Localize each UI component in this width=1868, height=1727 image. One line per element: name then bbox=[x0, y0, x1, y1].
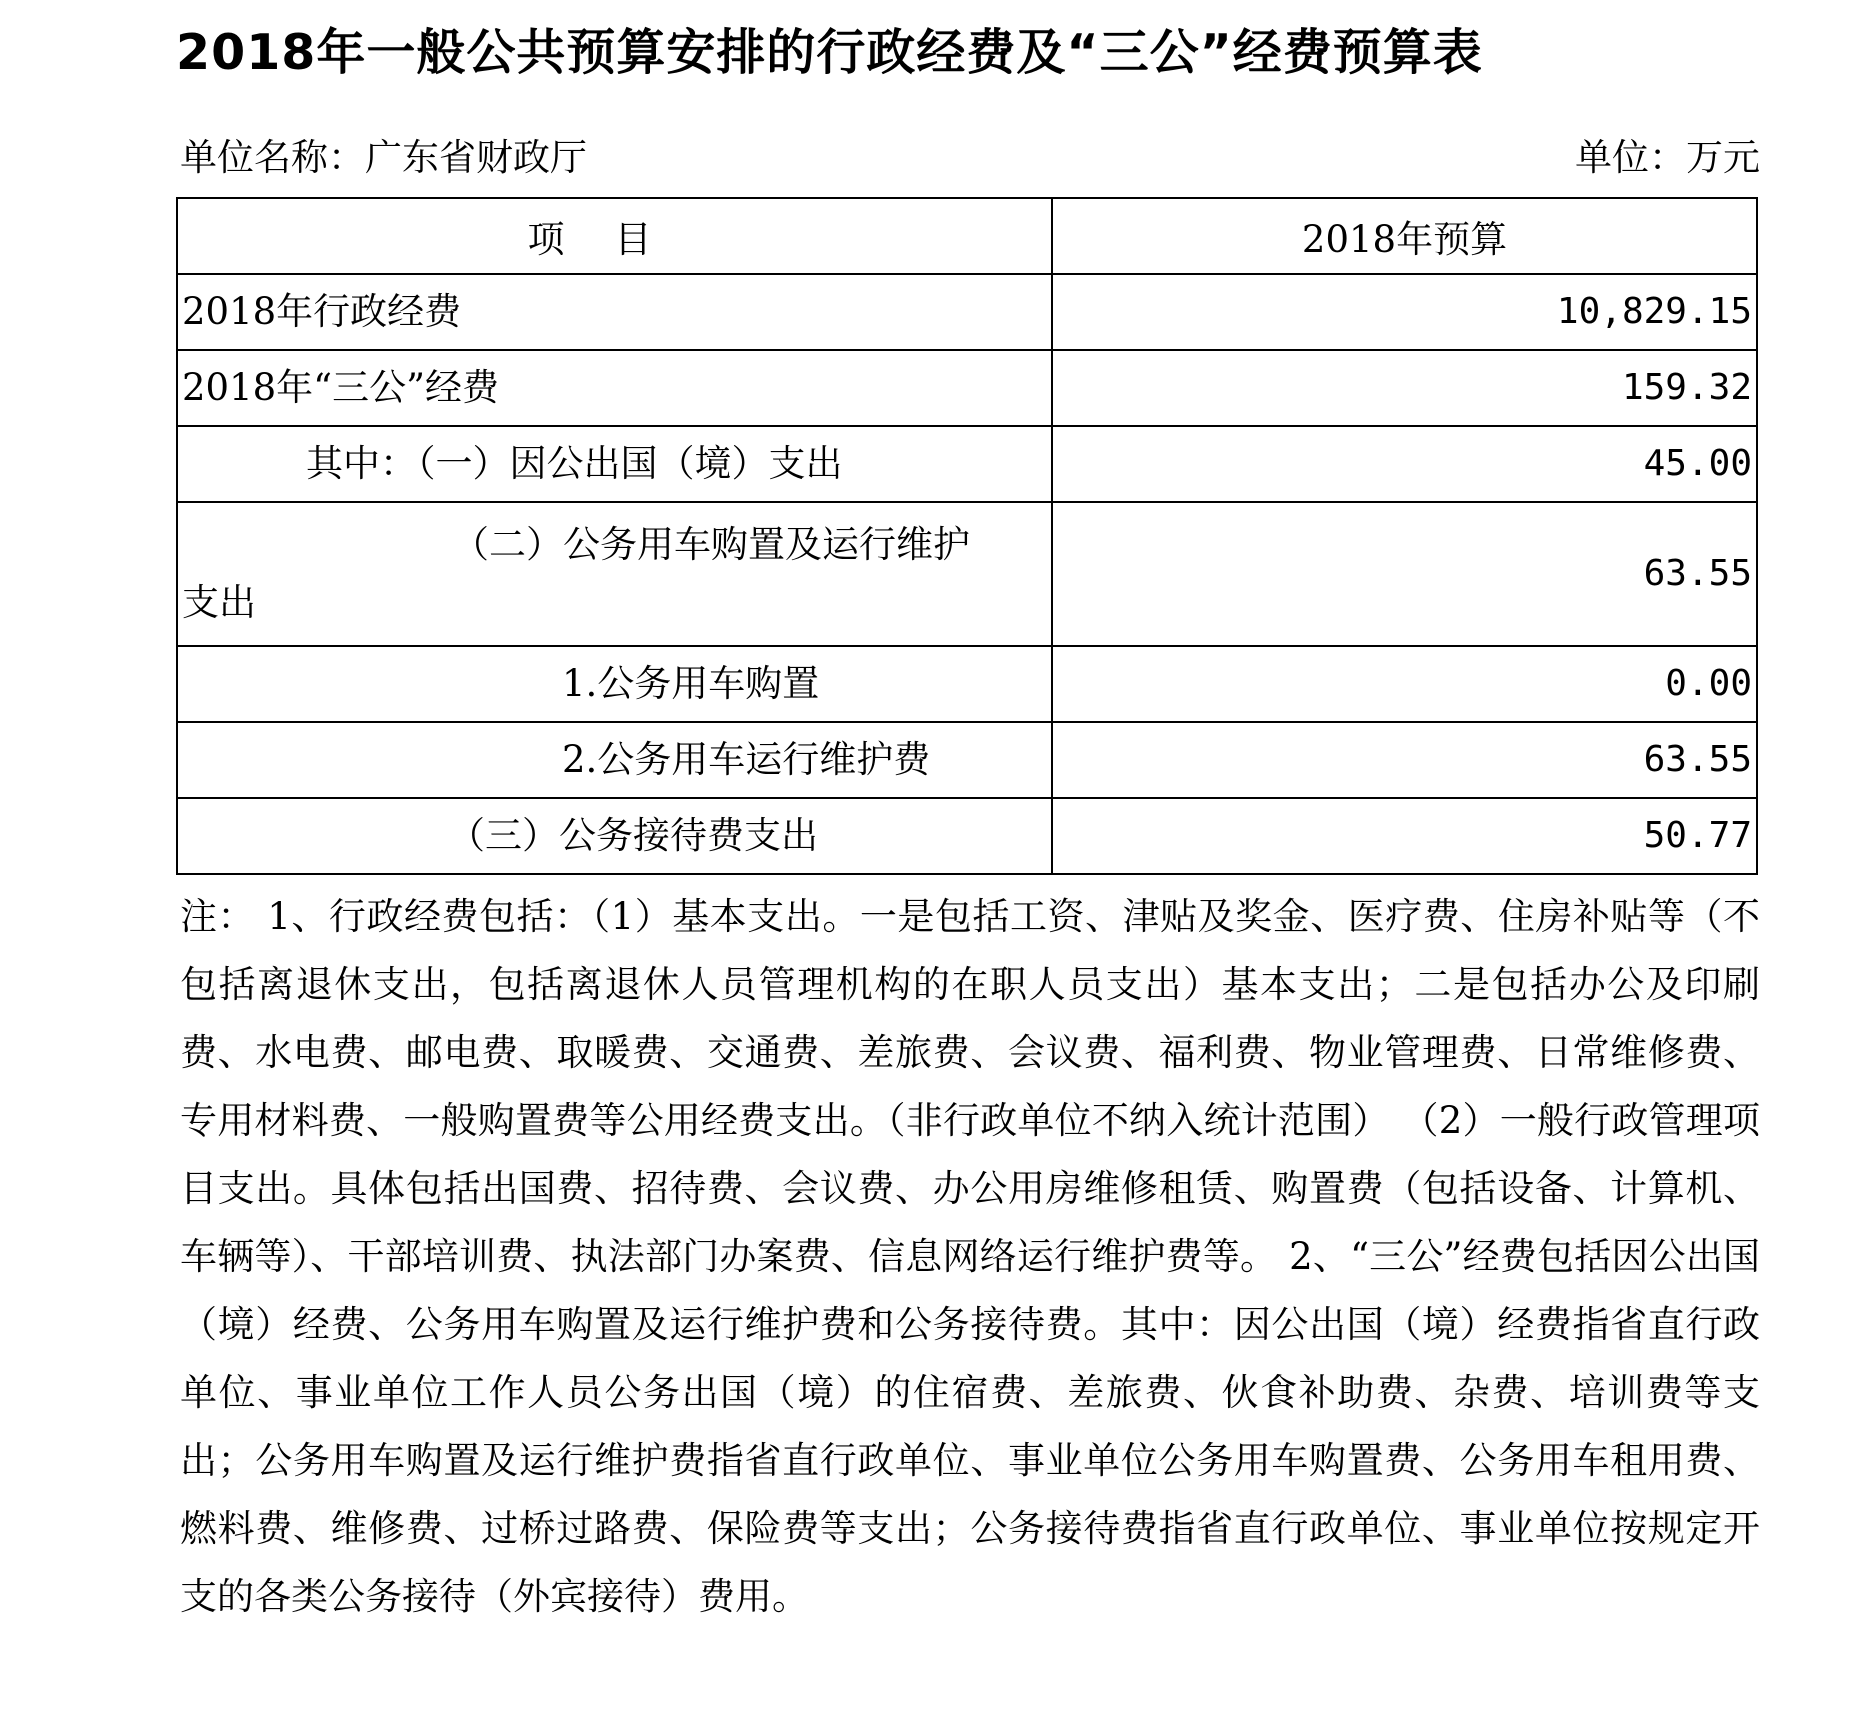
row-label-vehicles bbox=[177, 502, 1052, 646]
row-label-vehicles-line2: 支出 bbox=[182, 581, 256, 624]
row-label-vehicle-purchase: 1.公务用车购置 bbox=[177, 646, 1052, 722]
row-value-overseas: 45.00 bbox=[1052, 426, 1757, 502]
row-value-admin-funds: 10,829.15 bbox=[1052, 274, 1757, 350]
row-label-reception: （三）公务接待费支出 bbox=[177, 798, 1052, 874]
row-label-admin-funds: 2018年行政经费 bbox=[177, 274, 1052, 350]
table-row bbox=[177, 798, 1757, 874]
row-value-vehicles: 63.55 bbox=[1052, 502, 1757, 646]
row-label-three-public: 2018年“三公”经费 bbox=[177, 350, 1052, 426]
row-value-vehicle-purchase: 0.00 bbox=[1052, 646, 1757, 722]
budget-table bbox=[176, 197, 1758, 875]
table-row bbox=[177, 426, 1757, 502]
unit-label: 单位：万元 bbox=[1575, 136, 1760, 179]
row-label-vehicle-maintenance: 2.公务用车运行维护费 bbox=[177, 722, 1052, 798]
table-header-row bbox=[177, 198, 1757, 274]
footnote: 注： 1、行政经费包括：（1）基本支出。一是包括工资、津贴及奖金、医疗费、住房补贴等（不包括离退休支出，包括离退休人员管理机构的在职人员支出）基本支出；二是包括办公及印刷费、水电费、邮电费、取暖费、交通费、差旅费、会议费、福利费、物业管理费、日常维修费、专用材料费、一般购置费等公用经费支出。（非行政单位不纳入统计范围） （2）一般行政管理项目支出。具体包括出国费、招待费、会议费、办公用房维修租赁、购置费（包括设备、计算机、车辆等）、干部培训费、执法部门办案费、信息网络运行维护费等。 2、“三公”经费包括因公出国（境）经费、公务用车购置及运行维护费和公务接待费。其中：因公出国（境）经费指省直行政单位、事业单位工作人员公务出国（境）的住宿费、差旅费、伙食补助费、杂费、培训费等支出；公务用车购置及运行维护费指省直行政单位、事业单位公务用车购置费、公务用车租用费、燃料费、维修费、过桥过路费、保险费等支出；公务接待费指省直行政单位、事业单位按规定开支的各类公务接待（外宾接待）费用。 bbox=[180, 895, 1760, 1618]
unit-name: 单位名称：广东省财政厅 bbox=[180, 136, 587, 179]
table-row bbox=[177, 646, 1757, 722]
meta-row bbox=[180, 128, 1760, 188]
header-item: 项目 bbox=[177, 198, 1052, 274]
row-value-vehicle-maintenance: 63.55 bbox=[1052, 722, 1757, 798]
table-row bbox=[177, 350, 1757, 426]
row-label-overseas: 其中：（一）因公出国（境）支出 bbox=[177, 426, 1052, 502]
header-budget: 2018年预算 bbox=[1052, 198, 1757, 274]
row-value-reception: 50.77 bbox=[1052, 798, 1757, 874]
page-title: 2018年一般公共预算安排的行政经费及“三公”经费预算表 bbox=[176, 24, 1483, 81]
row-value-three-public: 159.32 bbox=[1052, 350, 1757, 426]
table-row bbox=[177, 722, 1757, 798]
row-label-vehicles-line1: （二）公务用车购置及运行维护 bbox=[452, 523, 970, 566]
table-row bbox=[177, 274, 1757, 350]
table-row bbox=[177, 502, 1757, 646]
